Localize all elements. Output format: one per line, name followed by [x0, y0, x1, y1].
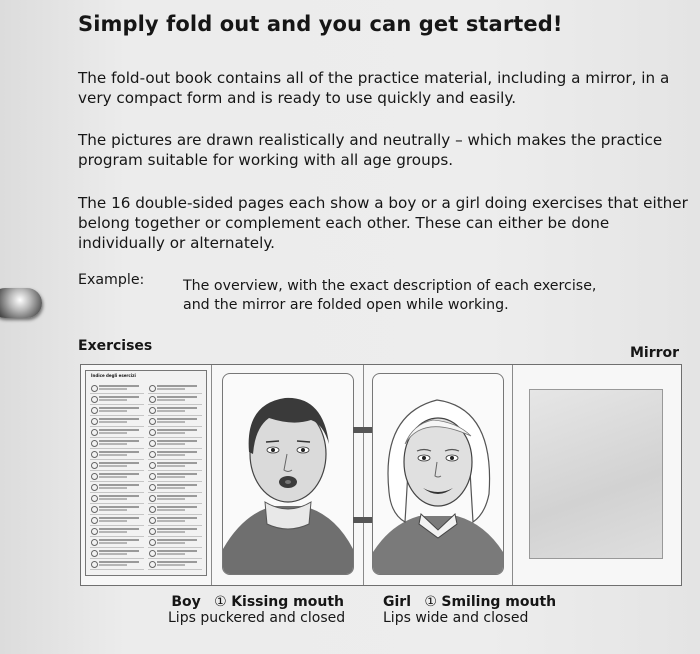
index-row-text-line [157, 550, 197, 552]
index-row-text-line [157, 553, 185, 555]
index-row-text-line [99, 421, 127, 423]
index-row-text-line [99, 476, 127, 478]
page-heading: Simply fold out and you can get started! [78, 12, 563, 36]
index-row-text-line [99, 407, 139, 409]
index-row-number-marker [149, 462, 156, 469]
index-row [148, 537, 202, 548]
index-row-number-marker [149, 484, 156, 491]
index-row-text-line [99, 410, 127, 412]
paragraph-pictures: The pictures are drawn realistically and neutrally – which makes the practice program suitable for working with all age groups. [78, 131, 663, 169]
boy-caption [168, 594, 344, 626]
index-row-number-marker [149, 495, 156, 502]
index-row-text-line [99, 462, 139, 464]
index-row-text-line [99, 465, 127, 467]
index-row-text-line [99, 539, 139, 541]
index-row [148, 526, 202, 537]
index-row-text-line [99, 528, 139, 530]
index-row-number-marker [91, 385, 98, 392]
boy-caption-number: ① [214, 594, 227, 610]
binder-ring [0, 288, 42, 318]
index-row-text-line [157, 473, 197, 475]
index-row-number-marker [91, 440, 98, 447]
index-row-text-line [99, 561, 139, 563]
index-row-number-marker [149, 396, 156, 403]
index-row-text-line [99, 451, 139, 453]
index-row-number-marker [149, 561, 156, 568]
paragraph-pages: The 16 double-sided pages each show a boy or a girl doing exercises that either belong together or complement each other. These can either be done individually or alternately. [78, 194, 688, 252]
index-row-text-line [99, 399, 127, 401]
girl-caption-name: Girl [383, 594, 411, 610]
index-row [90, 460, 144, 471]
index-row-text-line [99, 418, 139, 420]
index-row [90, 427, 144, 438]
example-text: The overview, with the exact description of each exercise, and the mirror are folded open while working. [183, 278, 597, 313]
exercise-index-sheet [85, 370, 207, 576]
index-row-number-marker [149, 418, 156, 425]
index-row-text-line [99, 517, 139, 519]
index-row-text-line [99, 454, 127, 456]
index-row-text-line [99, 531, 127, 533]
index-row-text-line [157, 465, 185, 467]
index-row-number-marker [91, 473, 98, 480]
exercises-label: Exercises [78, 338, 153, 354]
girl-face-drawing [373, 374, 503, 574]
index-row-text-line [157, 484, 197, 486]
index-row-text-line [99, 443, 127, 445]
index-row [148, 504, 202, 515]
index-row-number-marker [149, 429, 156, 436]
index-row-text-line [99, 520, 127, 522]
index-row [90, 493, 144, 504]
index-row-text-line [157, 451, 197, 453]
index-row-text-line [157, 495, 197, 497]
index-row-number-marker [91, 484, 98, 491]
index-row-number-marker [91, 462, 98, 469]
index-row-text-line [157, 487, 185, 489]
index-row-number-marker [91, 506, 98, 513]
index-row-text-line [157, 443, 185, 445]
index-row-text-line [99, 429, 139, 431]
index-row-text-line [157, 528, 197, 530]
index-row-number-marker [91, 561, 98, 568]
index-row [148, 427, 202, 438]
index-row-text-line [157, 388, 185, 390]
index-row-text-line [99, 509, 127, 511]
index-row-number-marker [149, 473, 156, 480]
girl-caption-number: ① [424, 594, 437, 610]
boy-face-drawing [223, 374, 353, 574]
index-row [148, 515, 202, 526]
index-row-text-line [157, 498, 185, 500]
index-row [148, 449, 202, 460]
index-row-number-marker [149, 539, 156, 546]
index-row-text-line [99, 553, 127, 555]
index-row-number-marker [91, 517, 98, 524]
index-row-text-line [157, 410, 185, 412]
index-row [90, 449, 144, 460]
index-row-number-marker [149, 550, 156, 557]
index-row-number-marker [149, 451, 156, 458]
index-row [90, 383, 144, 394]
index-row-text-line [157, 429, 197, 431]
mirror-label: Mirror [630, 345, 680, 361]
index-row-text-line [157, 396, 197, 398]
index-row-text-line [157, 407, 197, 409]
index-row-number-marker [149, 440, 156, 447]
exercise-index-panel [81, 365, 212, 585]
index-row [148, 559, 202, 570]
index-row-number-marker [149, 528, 156, 535]
index-row-text-line [157, 506, 197, 508]
index-row-number-marker [91, 550, 98, 557]
index-row-number-marker [91, 451, 98, 458]
boy-caption-description: Lips puckered and closed [168, 610, 346, 626]
index-row-number-marker [91, 539, 98, 546]
index-row-number-marker [91, 528, 98, 535]
boy-caption-name: Boy [171, 594, 201, 610]
index-row [90, 548, 144, 559]
index-row-text-line [99, 542, 127, 544]
index-row [148, 548, 202, 559]
index-row-number-marker [149, 385, 156, 392]
index-row [148, 383, 202, 394]
paragraph-fold-out: The fold-out book contains all of the practice material, including a mirror, in a very compact form and is ready to use quickly and easily. [78, 69, 670, 107]
index-row-number-marker [91, 495, 98, 502]
index-row-text-line [99, 498, 127, 500]
index-row-text-line [99, 440, 139, 442]
index-row-text-line [99, 495, 139, 497]
index-title: Indice degli esercizi [91, 373, 136, 378]
index-row-text-line [99, 473, 139, 475]
index-row [90, 416, 144, 427]
index-row-text-line [99, 564, 127, 566]
index-row [90, 526, 144, 537]
index-row-text-line [157, 509, 185, 511]
mirror-panel [513, 365, 680, 585]
example-label: Example: [78, 272, 145, 288]
index-row-text-line [157, 561, 197, 563]
index-row-text-line [157, 539, 197, 541]
foldout-illustration [80, 364, 682, 586]
mirror-surface [529, 389, 663, 559]
index-row-text-line [157, 418, 197, 420]
index-row [90, 482, 144, 493]
girl-caption-description: Lips wide and closed [383, 610, 529, 626]
index-row-text-line [157, 399, 185, 401]
index-row-text-line [157, 454, 185, 456]
index-row [90, 394, 144, 405]
index-row-number-marker [149, 407, 156, 414]
index-row-text-line [157, 385, 197, 387]
index-row-number-marker [91, 418, 98, 425]
index-row-text-line [99, 506, 139, 508]
index-row [148, 471, 202, 482]
index-row-text-line [99, 385, 139, 387]
index-row [90, 537, 144, 548]
index-row [148, 394, 202, 405]
index-row-number-marker [91, 396, 98, 403]
index-row [90, 405, 144, 416]
index-row [90, 504, 144, 515]
index-row [148, 405, 202, 416]
index-row-text-line [157, 531, 185, 533]
index-row-text-line [157, 542, 185, 544]
index-row-text-line [99, 388, 127, 390]
index-row-text-line [99, 484, 139, 486]
index-row-text-line [157, 476, 185, 478]
index-row [148, 438, 202, 449]
index-row [148, 493, 202, 504]
index-row [90, 438, 144, 449]
index-row-number-marker [91, 429, 98, 436]
index-row-text-line [99, 487, 127, 489]
index-row-text-line [99, 396, 139, 398]
index-row [148, 416, 202, 427]
index-row [148, 460, 202, 471]
girl-page-panel [364, 365, 513, 585]
boy-portrait [222, 373, 354, 575]
boy-caption-exercise: Kissing mouth [231, 594, 344, 610]
index-row-number-marker [149, 506, 156, 513]
girl-caption [383, 594, 557, 626]
index-row-text-line [157, 432, 185, 434]
index-row-text-line [99, 550, 139, 552]
index-row-text-line [99, 432, 127, 434]
girl-portrait [372, 373, 504, 575]
index-row [90, 471, 144, 482]
index-row-text-line [157, 421, 185, 423]
girl-caption-exercise: Smiling mouth [441, 594, 557, 610]
index-row-text-line [157, 440, 197, 442]
index-row-text-line [157, 520, 185, 522]
index-row-text-line [157, 462, 197, 464]
index-row-number-marker [149, 517, 156, 524]
index-row-text-line [157, 564, 185, 566]
index-row [148, 482, 202, 493]
index-row [90, 559, 144, 570]
boy-page-panel [212, 365, 364, 585]
index-row [90, 515, 144, 526]
index-row-number-marker [91, 407, 98, 414]
index-row-text-line [157, 517, 197, 519]
